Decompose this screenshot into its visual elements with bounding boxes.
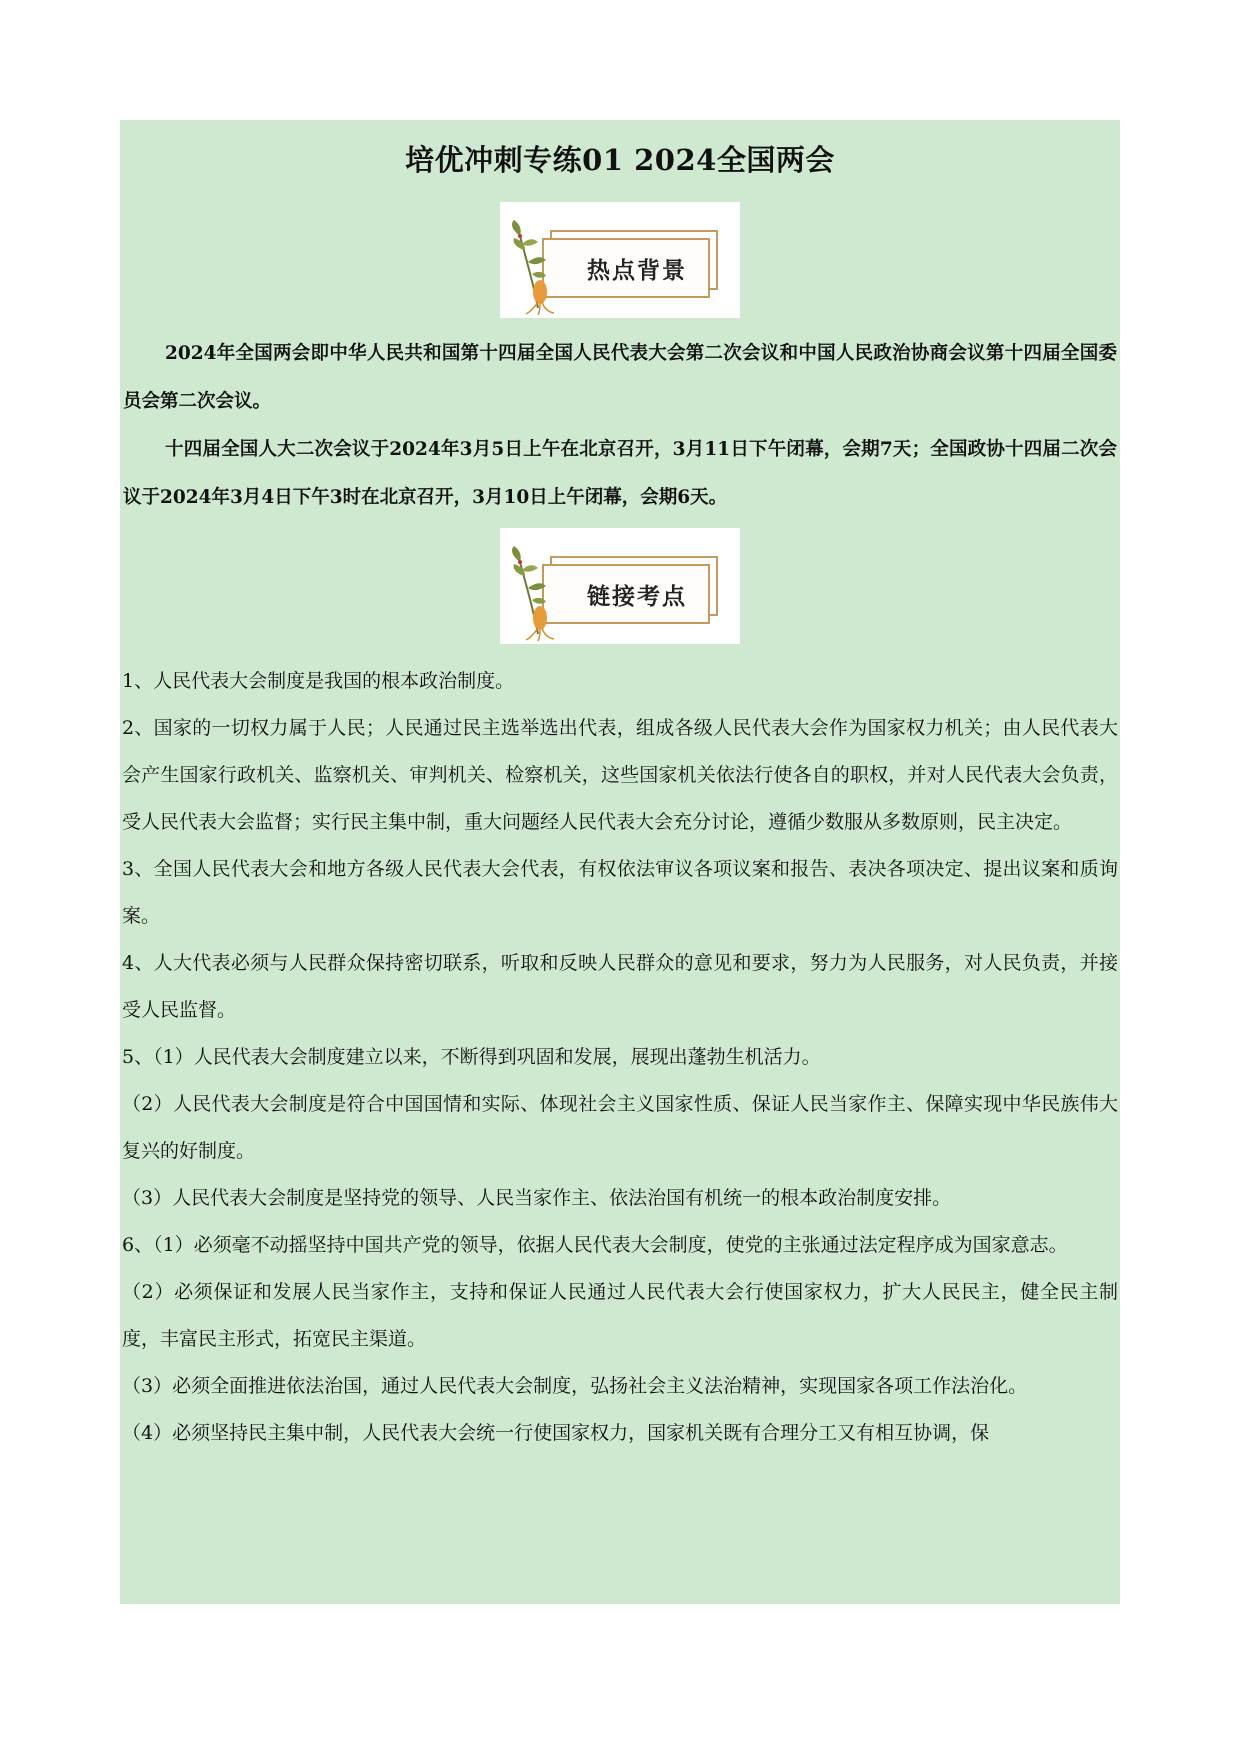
list-item: （3）人民代表大会制度是坚持党的领导、人民当家作主、依法治国有机统一的根本政治制度安排。 [122, 1187, 952, 1209]
list-item: 2、国家的一切权力属于人民；人民通过民主选举选出代表，组成各级人民代表大会作为国家权力机关；由人民代表大会产生国家行政机关、监察机关、审判机关、检察机关，这些国家机关依法行使各自的职权，并对人民代表大会负责，受人民代表大会监督；实行民主集中制，重大问题经人民代表大会充分讨论，遵循少数服从多数原则，民主决定。 [122, 717, 1118, 833]
badge-label: 热点背景 [587, 257, 687, 284]
list-item: 1、人民代表大会制度是我国的根本政治制度。 [122, 670, 515, 692]
list-item: 6、（1）必须毫不动摇坚持中国共产党的领导，依据人民代表大会制度，使党的主张通过法定程序成为国家意志。 [122, 1234, 1068, 1256]
list-item: 4、人大代表必须与人民群众保持密切联系，听取和反映人民群众的意见和要求，努力为人民服务，对人民负责，并接受人民监督。 [122, 952, 1118, 1021]
badge-hot-background [500, 202, 740, 318]
page-title: 培优冲刺专练01 2024全国两会 [405, 143, 835, 177]
ginseng-plant-icon [508, 542, 568, 642]
list-item: （3）必须全面推进依法治国，通过人民代表大会制度，弘扬社会主义法治精神，实现国家各项工作法治化。 [122, 1375, 1028, 1397]
background-paragraph-1: 2024年全国两会即中华人民共和国第十四届全国人民代表大会第二次会议和中国人民政治协商会议第十四届全国委员会第二次会议。 [123, 343, 1117, 412]
section-heading-hot-background [120, 202, 1120, 318]
hot-background-text [120, 330, 1120, 522]
link-points-list [120, 658, 1120, 1457]
list-item: （2）必须保证和发展人民当家作主，支持和保证人民通过人民代表大会行使国家权力，扩大人民民主，健全民主制度，丰富民主形式，拓宽民主渠道。 [122, 1281, 1118, 1350]
ginseng-plant-icon [508, 216, 568, 316]
badge-label: 链接考点 [587, 583, 687, 610]
background-paragraph-2: 十四届全国人大二次会议于2024年3月5日上午在北京召开，3月11日下午闭幕，会期7天；全国政协十四届二次会议于2024年3月4日下午3时在北京召开，3月10日上午闭幕，会期6天。 [123, 439, 1117, 508]
list-item: （2）人民代表大会制度是符合中国国情和实际、体现社会主义国家性质、保证人民当家作主、保障实现中华民族伟大复兴的好制度。 [122, 1093, 1118, 1162]
content-area [120, 120, 1120, 1604]
section-heading-link-points [120, 528, 1120, 644]
list-item: （4）必须坚持民主集中制，人民代表大会统一行使国家权力，国家机关既有合理分工又有相互协调，保 [122, 1422, 990, 1444]
badge-link-points [500, 528, 740, 644]
list-item: 3、全国人民代表大会和地方各级人民代表大会代表，有权依法审议各项议案和报告、表决各项决定、提出议案和质询案。 [122, 858, 1118, 927]
list-item: 5、（1）人民代表大会制度建立以来，不断得到巩固和发展，展现出蓬勃生机活力。 [122, 1046, 821, 1068]
